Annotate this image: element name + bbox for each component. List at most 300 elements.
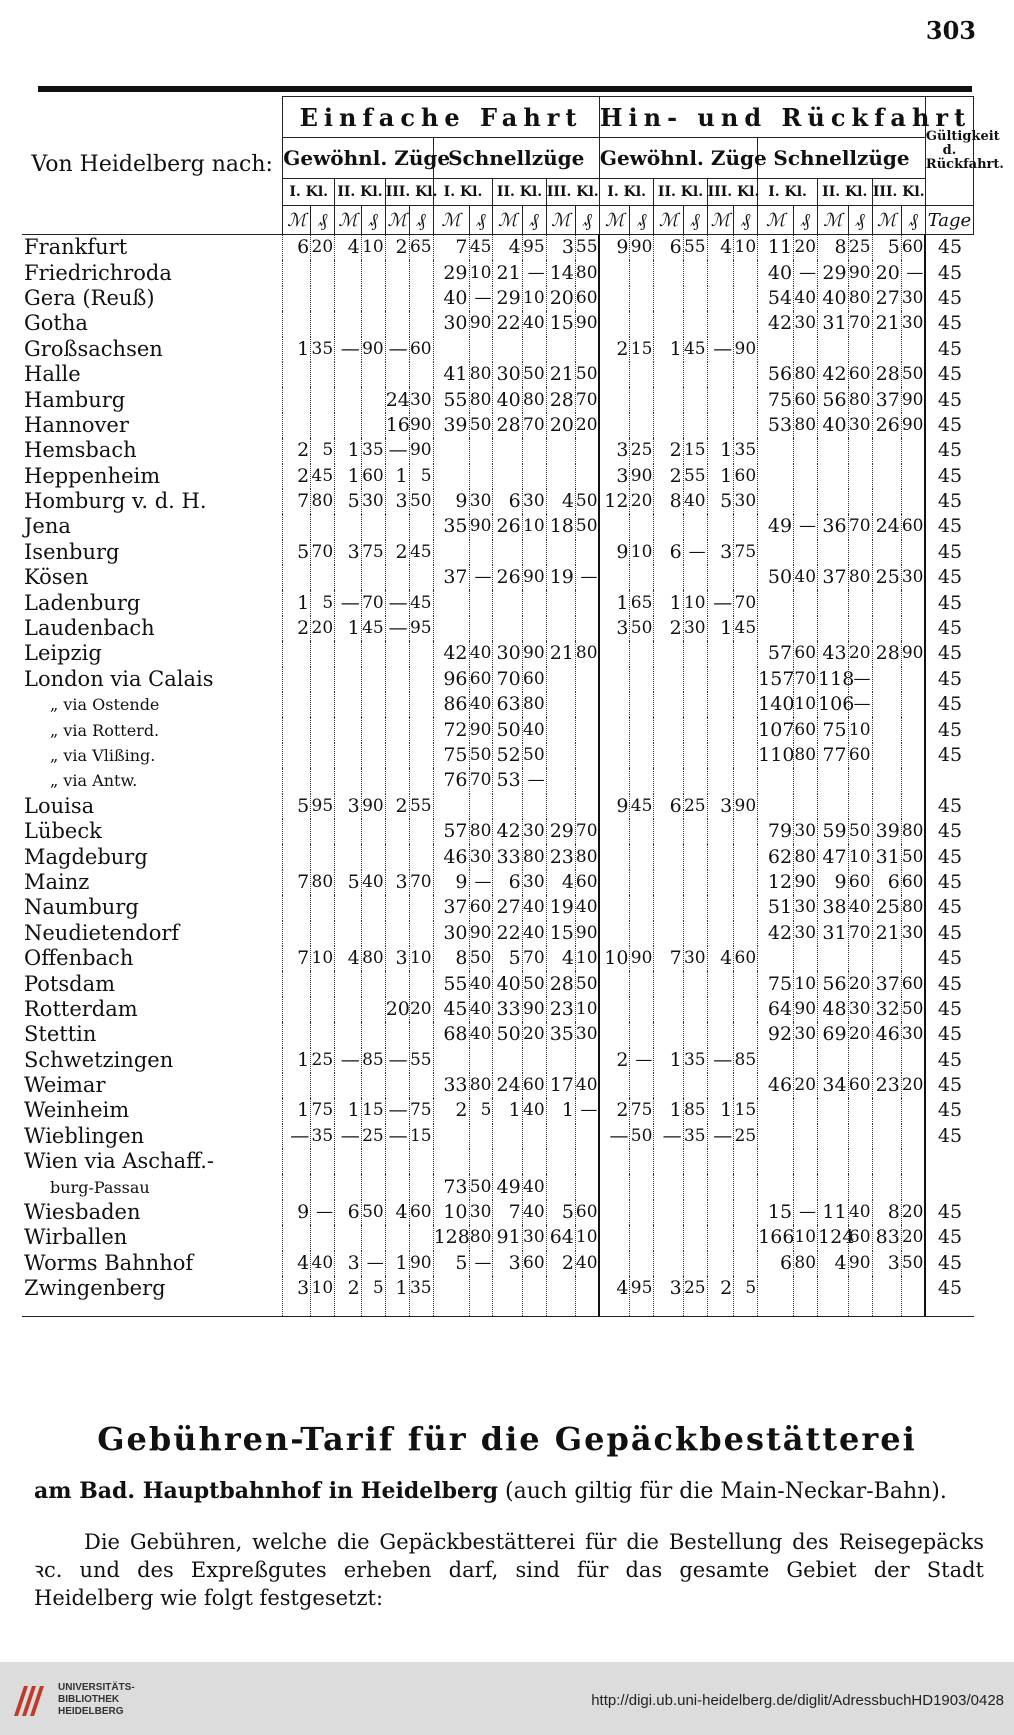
fare-mark-cell [335,844,362,869]
fare-pf-cell [409,921,433,946]
fare-pf-cell [794,946,818,971]
fare-pf-cell [630,565,654,590]
fare-pf-cell [683,260,707,285]
fare-pf-cell [734,743,758,768]
fare-row [22,1200,974,1225]
fare-pf-cell [575,1174,599,1199]
group-single-fare: Einfache Fahrt [283,97,600,138]
fare-mark-cell [758,768,794,793]
fare-mark-cell: 29 [546,819,575,844]
fare-pf-cell [630,870,654,895]
fare-mark-cell: 2 [283,616,311,641]
fare-pf-cell: — [794,260,818,285]
fare-mark-cell [385,819,409,844]
fare-mark-cell [385,286,409,311]
fare-mark-cell [599,565,630,590]
fare-pf-cell [469,464,493,489]
fare-pf-cell: 25 [848,235,872,261]
fare-mark-cell: 63 [493,692,522,717]
destination-cell: Lübeck [24,819,102,844]
fare-mark-cell: 30 [493,641,522,666]
fare-pf-cell: 60 [848,1225,872,1250]
fare-pf-cell: 40 [575,1073,599,1098]
fare-mark-cell: 6 [335,1200,362,1225]
fare-pf-cell: 20 [522,1022,546,1047]
fare-row [22,870,974,895]
destination-cell: Gera (Reuß) [24,285,155,310]
fare-pf-cell [734,1073,758,1098]
fare-pf-cell [311,768,335,793]
fare-mark-cell [433,540,469,565]
fare-row [22,895,974,920]
fare-mark-cell: 35 [546,1022,575,1047]
fare-pf-cell: 80 [848,565,872,590]
fare-mark-cell: 57 [433,819,469,844]
fare-pf-cell [575,616,599,641]
fare-mark-cell [283,717,311,742]
fare-mark-cell: 2 [707,1276,734,1317]
source-url-link[interactable]: http://digi.ub.uni-heidelberg.de/diglit/AdressbuchHD1903/0428 [591,1692,1004,1709]
fare-row [22,438,974,463]
fare-pf-cell: 25 [311,1048,335,1073]
fare-pf-cell: 60 [522,1073,546,1098]
fare-mark-cell [818,540,849,565]
fare-mark-cell: 5 [433,1251,469,1276]
fare-pf-cell: 30 [794,895,818,920]
fare-mark-cell: 64 [546,1225,575,1250]
fare-pf-cell: — [469,286,493,311]
fare-mark-cell: 21 [546,641,575,666]
fare-pf-cell: — [311,1200,335,1225]
fare-mark-cell [707,387,734,412]
fare-pf-cell [901,590,925,615]
fare-mark-cell: 3 [335,794,362,819]
destination-cell: Stettin [24,1022,97,1047]
fare-pf-cell: 35 [409,1276,433,1317]
fare-row [22,946,974,971]
fare-pf-cell: 35 [683,1048,707,1073]
fare-pf-cell: 20 [409,997,433,1022]
fare-mark-cell: 3 [707,794,734,819]
fare-row [22,311,974,336]
fare-pf-cell [683,1174,707,1199]
validity-cell: 45 [925,311,973,336]
fare-pf-cell: 90 [848,1251,872,1276]
mark-unit-header: ℳ [872,206,901,235]
fare-pf-cell [683,1251,707,1276]
fare-pf-cell: 55 [409,1048,433,1073]
fare-mark-cell [758,1149,794,1174]
subgroup-return-express: Schnellzüge [758,138,926,179]
fare-pf-cell [522,1048,546,1073]
fare-pf-cell: 80 [522,844,546,869]
fare-pf-cell [469,438,493,463]
tariff-body: Die Gebühren, welche die Gepäckbestätterei für die Bestellung des Reisegepäcks ꝛc. und des Expreßgutes erheben darf, sind für das gesamte Gebiet der Stadt Heidelberg wie folgt festgesetzt: [34,1530,984,1610]
fare-mark-cell: 1 [283,1048,311,1073]
fare-row [22,464,974,489]
fare-pf-cell [311,1022,335,1047]
fare-mark-cell [818,946,849,971]
validity-cell: 45 [925,971,973,996]
fare-mark-cell: 3 [546,235,575,261]
fare-pf-cell: 70 [522,413,546,438]
fare-mark-cell: 2 [283,438,311,463]
subgroup-return-ordinary: Gewöhnl. Züge [599,138,757,179]
fare-pf-cell [734,1251,758,1276]
fare-mark-cell [707,1225,734,1250]
validity-cell: 45 [925,1048,973,1073]
fare-pf-cell: 20 [901,1225,925,1250]
fare-mark-cell: 4 [707,946,734,971]
fare-pf-cell [901,464,925,489]
fare-pf-cell [683,1073,707,1098]
fare-pf-cell [734,921,758,946]
fare-pf-cell: 70 [794,667,818,692]
fare-pf-cell: 90 [409,438,433,463]
fare-mark-cell: 20 [546,286,575,311]
fare-mark-cell [707,1073,734,1098]
fare-pf-cell [409,692,433,717]
fare-pf-cell [630,641,654,666]
fare-mark-cell: 15 [546,311,575,336]
fare-pf-cell [794,794,818,819]
fare-pf-cell [901,717,925,742]
fare-mark-cell [654,844,683,869]
fare-pf-cell: 50 [630,616,654,641]
fare-mark-cell: 3 [599,464,630,489]
fare-mark-cell [283,819,311,844]
validity-cell: 45 [925,413,973,438]
fare-pf-cell: 25 [683,1276,707,1317]
fare-mark-cell: 31 [872,844,901,869]
fare-mark-cell: 77 [818,743,849,768]
fare-pf-cell [311,997,335,1022]
fare-mark-cell [872,1124,901,1149]
fare-pf-cell: 35 [361,438,385,463]
fare-pf-cell: 60 [901,870,925,895]
fare-pf-cell: 70 [575,819,599,844]
fare-pf-cell: 45 [409,540,433,565]
fare-mark-cell [335,921,362,946]
destination-cell: Zwingenberg [22,1276,283,1317]
fare-pf-cell: — [469,1251,493,1276]
fare-mark-cell [707,565,734,590]
fare-pf-cell: 40 [522,1200,546,1225]
fare-pf-cell: 40 [522,921,546,946]
fare-pf-cell [575,590,599,615]
fare-mark-cell: 23 [546,997,575,1022]
fare-pf-cell [522,438,546,463]
fare-mark-cell [385,667,409,692]
fare-mark-cell [385,514,409,539]
fare-mark-cell: 5 [872,235,901,261]
fare-mark-cell [758,616,794,641]
fare-mark-cell [546,768,575,793]
fare-pf-cell [901,438,925,463]
group-return-fare: Hin- und Rückfahrt [599,97,925,138]
fare-pf-cell: 10 [522,286,546,311]
fare-mark-cell: 7 [283,489,311,514]
fare-pf-cell: 90 [469,921,493,946]
fare-mark-cell [654,1022,683,1047]
mark-unit-header: ℳ [335,206,362,235]
fare-mark-cell: 14 [546,260,575,285]
fare-pf-cell: 20 [794,235,818,261]
validity-cell: 45 [925,1225,973,1250]
fare-pf-cell: 80 [794,362,818,387]
fare-mark-cell [707,286,734,311]
mark-unit-header: ℳ [385,206,409,235]
fare-pf-cell [848,794,872,819]
fare-mark-cell [546,1124,575,1149]
fare-pf-cell [409,362,433,387]
fare-mark-cell [335,819,362,844]
fare-pf-cell [901,489,925,514]
fare-row [22,1022,974,1047]
fare-mark-cell [654,717,683,742]
fare-mark-cell [872,1174,901,1199]
fare-mark-cell [283,692,311,717]
fare-mark-cell [872,1048,901,1073]
fare-mark-cell [335,362,362,387]
fare-pf-cell [734,1225,758,1250]
fare-mark-cell [599,1149,630,1174]
fare-pf-cell [311,1225,335,1250]
fare-pf-cell: 30 [901,311,925,336]
fare-mark-cell: 33 [433,1073,469,1098]
fare-mark-cell: 23 [872,1073,901,1098]
fare-mark-cell [433,1048,469,1073]
fare-pf-cell: 25 [630,438,654,463]
fare-pf-cell [361,1073,385,1098]
fare-pf-cell: 45 [469,235,493,261]
fare-pf-cell [734,413,758,438]
fare-mark-cell: 12 [599,489,630,514]
fare-pf-cell: 20 [848,971,872,996]
fare-pf-cell: 80 [794,743,818,768]
fare-mark-cell [707,260,734,285]
top-rule [38,86,972,92]
fare-pf-cell: 10 [630,540,654,565]
fare-pf-cell [794,464,818,489]
library-logo-text [58,1682,135,1718]
fare-mark-cell [385,921,409,946]
validity-cell: 45 [925,717,973,742]
fare-pf-cell: 50 [901,1251,925,1276]
fare-mark-cell [283,921,311,946]
fare-pf-cell [734,819,758,844]
fare-mark-cell [707,895,734,920]
fare-pf-cell: 20 [311,616,335,641]
fare-pf-cell [734,387,758,412]
pfennig-unit-header: ₰ [311,206,335,235]
validity-cell: 45 [925,743,973,768]
fare-pf-cell [311,387,335,412]
fare-pf-cell [848,1124,872,1149]
fare-mark-cell [385,641,409,666]
fare-mark-cell [335,768,362,793]
fare-pf-cell [734,667,758,692]
fare-pf-cell: 10 [575,997,599,1022]
fare-mark-cell [335,413,362,438]
fare-mark-cell: 166 [758,1225,794,1250]
fare-mark-cell [872,337,901,362]
fare-pf-cell [311,692,335,717]
fare-pf-cell [901,794,925,819]
fare-pf-cell: 90 [522,997,546,1022]
fare-mark-cell: 64 [758,997,794,1022]
fare-mark-cell: 1 [654,1098,683,1123]
fare-mark-cell: 35 [433,514,469,539]
class-header: II. Kl. [654,179,707,206]
fare-pf-cell: 95 [522,235,546,261]
fare-pf-cell [361,819,385,844]
fare-mark-cell [654,362,683,387]
fare-pf-cell: 35 [311,337,335,362]
fare-pf-cell: 90 [409,1251,433,1276]
fare-mark-cell [818,489,849,514]
fare-pf-cell [630,1174,654,1199]
fare-mark-cell [433,616,469,641]
fare-mark-cell [283,1149,311,1174]
fare-mark-cell: 40 [758,260,794,285]
fare-pf-cell: 90 [361,337,385,362]
fare-pf-cell [409,1149,433,1174]
validity-cell: 45 [925,438,973,463]
fare-mark-cell [335,1073,362,1098]
fare-pf-cell: 90 [630,946,654,971]
fare-mark-cell: 73 [433,1174,469,1199]
fare-pf-cell [848,616,872,641]
mark-unit-header: ℳ [818,206,849,235]
fare-pf-cell: 85 [683,1098,707,1123]
fare-pf-cell: 90 [575,311,599,336]
mark-unit-header: ℳ [707,206,734,235]
class-header: I. Kl. [283,179,335,206]
fare-pf-cell [683,971,707,996]
fare-pf-cell: 50 [901,997,925,1022]
fare-pf-cell: 40 [848,1200,872,1225]
class-header: III. Kl. [546,179,599,206]
fare-mark-cell [599,311,630,336]
fare-mark-cell [433,1149,469,1174]
fare-mark-cell: 50 [493,1022,522,1047]
pfennig-unit-header: ₰ [794,206,818,235]
fare-mark-cell: 1 [707,1098,734,1123]
fare-pf-cell: 80 [794,844,818,869]
fare-mark-cell: 41 [433,362,469,387]
fare-pf-cell: 80 [522,387,546,412]
fare-pf-cell: 40 [683,489,707,514]
fare-pf-cell: 80 [575,844,599,869]
destination-cell: Isenburg [24,539,120,564]
fare-mark-cell [493,616,522,641]
fare-mark-cell [335,387,362,412]
validity-cell: 45 [925,565,973,590]
fare-mark-cell [283,260,311,285]
fare-pf-cell [683,413,707,438]
fare-pf-cell: 50 [901,362,925,387]
fare-mark-cell: 6 [493,489,522,514]
destination-cell: Mainz [24,869,90,894]
fare-pf-cell: 20 [901,1073,925,1098]
fare-mark-cell [283,971,311,996]
fare-mark-cell [599,1251,630,1276]
fare-mark-cell [283,413,311,438]
fare-pf-cell [361,413,385,438]
fare-pf-cell: 20 [575,413,599,438]
fare-pf-cell [469,337,493,362]
fare-pf-cell: 30 [469,489,493,514]
destination-cell: Halle [24,362,81,387]
fare-pf-cell: 90 [522,641,546,666]
fare-pf-cell: 45 [630,794,654,819]
fare-mark-cell: 28 [493,413,522,438]
fare-mark-cell [758,489,794,514]
fare-pf-cell: 90 [361,794,385,819]
fare-pf-cell: 35 [311,1124,335,1149]
fare-mark-cell [599,921,630,946]
fare-mark-cell: 23 [546,844,575,869]
fare-pf-cell: 30 [361,489,385,514]
fare-pf-cell [311,1149,335,1174]
fare-pf-cell [901,667,925,692]
fare-mark-cell: 29 [493,286,522,311]
fare-mark-cell: 75 [818,717,849,742]
fare-row [22,235,974,261]
fare-mark-cell [385,692,409,717]
fare-mark-cell [654,997,683,1022]
fare-mark-cell: 4 [546,946,575,971]
class-header: I. Kl. [433,179,493,206]
fare-mark-cell: 10 [599,946,630,971]
destination-cell: Hannover [24,412,129,437]
fare-mark-cell: — [707,590,734,615]
fare-mark-cell: 55 [433,387,469,412]
fare-pf-cell [311,514,335,539]
fare-mark-cell [707,768,734,793]
fare-pf-cell: 50 [361,1200,385,1225]
fare-pf-cell [409,844,433,869]
fare-row [22,743,974,768]
fare-pf-cell [901,692,925,717]
fare-row [22,717,974,742]
fare-pf-cell: — [683,540,707,565]
fare-pf-cell: 90 [630,464,654,489]
fare-mark-cell [385,260,409,285]
fare-mark-cell: 7 [283,870,311,895]
fare-pf-cell [683,514,707,539]
fare-pf-cell: 15 [734,1098,758,1123]
fare-pf-cell [575,743,599,768]
fare-pf-cell [683,667,707,692]
validity-cell: 45 [925,844,973,869]
fare-mark-cell: 5 [283,540,311,565]
fare-row [22,514,974,539]
fare-mark-cell [872,667,901,692]
fare-mark-cell [707,844,734,869]
fare-mark-cell: 19 [546,895,575,920]
class-header: III. Kl. [707,179,758,206]
fare-row [22,641,974,666]
fare-mark-cell [758,464,794,489]
fare-pf-cell [469,1149,493,1174]
fare-pf-cell: 30 [848,997,872,1022]
fare-mark-cell [546,1276,575,1317]
validity-cell: 45 [925,692,973,717]
destination-cell: Offenbach [24,946,134,971]
fare-pf-cell [522,1124,546,1149]
